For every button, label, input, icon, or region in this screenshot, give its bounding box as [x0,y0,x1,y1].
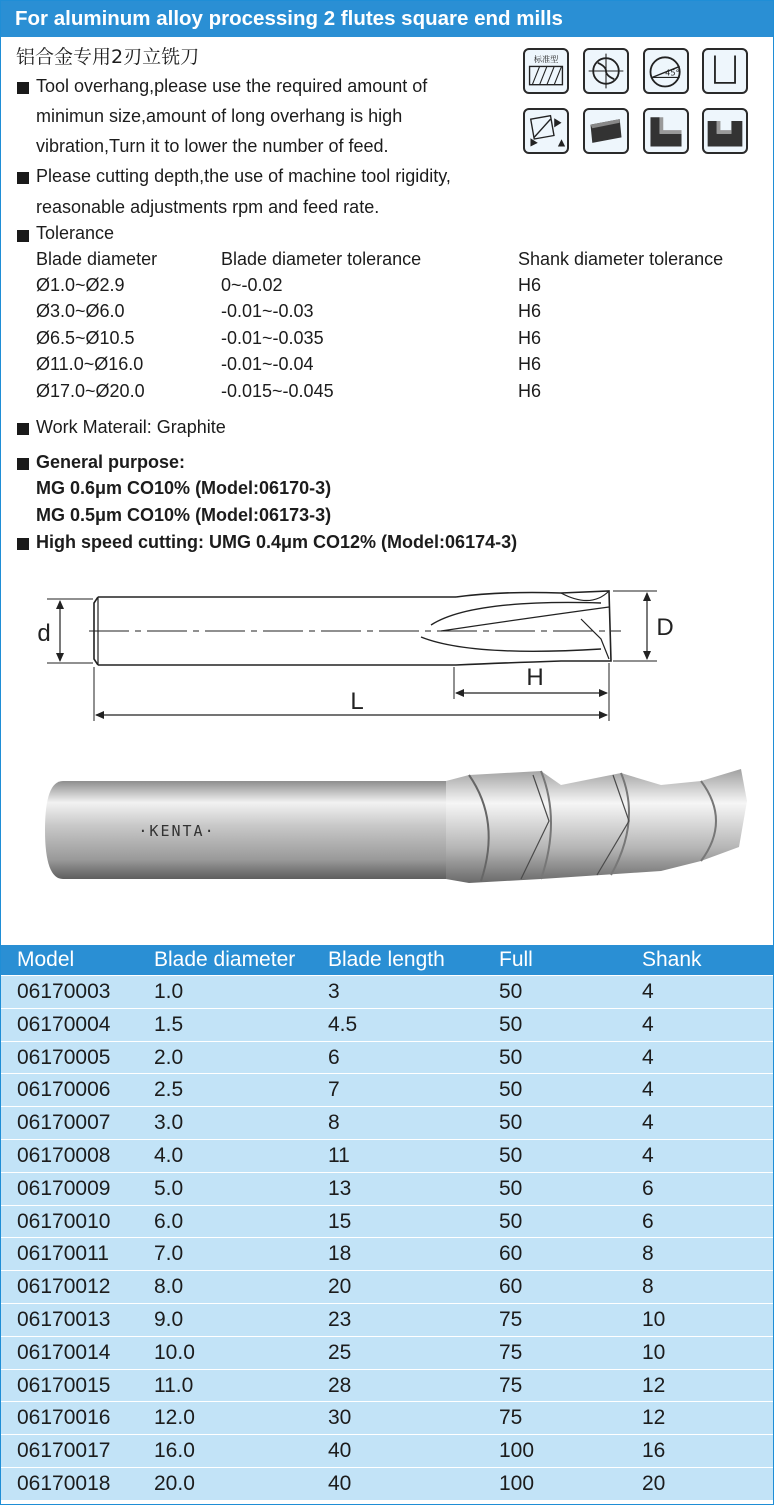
cell-full: 50 [499,1209,523,1233]
cell-full: 50 [499,980,523,1003]
cell-shank: 4 [642,1012,654,1036]
cell-model: 06170010 [17,1209,111,1233]
chinese-subtitle: 铝合金专用2刃立铣刀 [16,46,200,68]
label-L: L [350,688,364,715]
side-milling-icon [583,108,629,154]
label-D: D [656,614,674,641]
cell-blade-length: 18 [328,1242,352,1266]
cell-blade-diameter: 7.0 [154,1242,184,1266]
note-overhang-line1: Tool overhang,please use the required amount of [36,76,428,96]
cell-model: 06170003 [17,980,111,1003]
cell-model: 06170008 [17,1143,111,1167]
tolerance-cell: H6 [518,354,542,374]
cell-model: 06170017 [17,1439,111,1463]
cell-model: 06170015 [17,1373,111,1397]
tolerance-cell: H6 [518,328,542,348]
end-mill-product-image [1,761,773,891]
cell-full: 75 [499,1307,523,1331]
cell-model: 06170007 [17,1111,111,1135]
tolerance-heading: Tolerance [36,223,115,243]
cell-model: 06170012 [17,1275,111,1299]
cell-blade-length: 15 [328,1209,352,1233]
cell-blade-length: 40 [328,1439,352,1463]
tolerance-cell: Ø6.5~Ø10.5 [36,328,135,348]
table-row [1,1467,773,1500]
cell-blade-length: 13 [328,1176,352,1200]
cell-shank: 8 [642,1242,654,1266]
cell-shank: 4 [642,1078,654,1102]
tolerance-cell: -0.015~-0.045 [221,381,334,401]
helix-angle-label: 45° [665,67,680,78]
note-overhang-line2: minimun size,amount of long overhang is high [36,106,403,126]
cell-blade-diameter: 6.0 [154,1209,184,1233]
table-row [1,1369,773,1402]
cell-blade-length: 28 [328,1373,352,1397]
table-row [1,1270,773,1303]
col-header-shank: Shank [642,948,702,971]
cell-full: 60 [499,1242,523,1266]
cell-full: 50 [499,1045,523,1069]
bullet-square [17,458,29,470]
cell-full: 100 [499,1471,535,1495]
high-speed-grade: High speed cutting: UMG 0.4μm CO12% (Model:06174-3) [36,532,518,552]
cell-model: 06170011 [17,1242,109,1266]
cell-full: 75 [499,1406,523,1430]
cell-model: 06170006 [17,1078,111,1102]
cell-full: 50 [499,1078,523,1102]
cell-blade-length: 4.5 [328,1012,358,1036]
cell-full: 50 [499,1176,523,1200]
table-row [1,1336,773,1369]
cell-shank: 6 [642,1209,654,1233]
tolerance-col-header: Blade diameter tolerance [221,249,422,269]
helix-45-icon [643,48,689,94]
page-title: For aluminum alloy processing 2 flutes square end mills [1,1,773,37]
grade-mg06: MG 0.6μm CO10% (Model:06170-3) [36,478,332,498]
cell-blade-length: 7 [328,1078,340,1102]
table-row [1,975,773,1008]
cell-blade-length: 6 [328,1045,340,1069]
cell-blade-diameter: 8.0 [154,1275,184,1299]
note-cutting-line2: reasonable adjustments rpm and feed rate. [36,197,380,217]
label-H: H [526,664,544,691]
cross-section-icon [583,48,629,94]
bullet-square [17,230,29,242]
cell-shank: 12 [642,1373,666,1397]
specs-table-header [1,945,773,975]
cell-full: 50 [499,1012,523,1036]
cell-full: 50 [499,1111,523,1135]
cell-model: 06170016 [17,1406,111,1430]
standard-type-label: 标准型 [533,53,559,64]
tolerance-cell: Ø17.0~Ø20.0 [36,381,145,401]
col-header-blade-diameter: Blade diameter [154,948,296,971]
tolerance-col-header: Blade diameter [36,249,158,269]
specs-table-body [1,975,773,1500]
cell-blade-length: 30 [328,1406,352,1430]
cell-blade-diameter: 11.0 [154,1373,194,1397]
bullet-square [17,172,29,184]
tolerance-cell: -0.01~-0.035 [221,328,324,348]
table-row [1,1139,773,1172]
cell-model: 06170018 [17,1471,111,1495]
shoulder-milling-icon [643,108,689,154]
note-overhang-line3: vibration,Turn it to lower the number of feed. [36,136,389,156]
col-header-blade-length: Blade length [328,948,445,971]
cell-shank: 4 [642,980,654,1003]
brand-engraving: ·KENTA· [138,822,216,840]
specs-table [1,945,773,1500]
table-row [1,1237,773,1270]
cell-blade-length: 20 [328,1275,352,1299]
table-row [1,1073,773,1106]
table-row [1,1434,773,1467]
cell-model: 06170014 [17,1340,111,1364]
cell-shank: 20 [642,1471,666,1495]
cell-model: 06170005 [17,1045,111,1069]
cell-blade-diameter: 2.5 [154,1078,184,1102]
cell-full: 100 [499,1439,535,1463]
feed-direction-icon [523,108,569,154]
cell-shank: 8 [642,1275,654,1299]
cell-blade-diameter: 4.0 [154,1143,184,1167]
table-row [1,1205,773,1238]
cell-shank: 12 [642,1406,666,1430]
bullet-square [17,423,29,435]
tolerance-cell: -0.01~-0.04 [221,354,314,374]
cell-shank: 4 [642,1045,654,1069]
cell-blade-length: 23 [328,1307,352,1331]
tolerance-cell: 0~-0.02 [221,275,283,295]
cell-shank: 4 [642,1143,654,1167]
table-row [1,1008,773,1041]
cell-full: 50 [499,1143,523,1167]
cell-shank: 4 [642,1111,654,1135]
tolerance-cell: Ø1.0~Ø2.9 [36,275,125,295]
table-row [1,1106,773,1139]
cell-blade-diameter: 3.0 [154,1111,184,1135]
general-purpose-label: General purpose: [36,452,186,472]
work-material: Work Materail: Graphite [36,417,226,437]
cell-shank: 16 [642,1439,666,1463]
tolerance-cell: -0.01~-0.03 [221,301,314,321]
cell-blade-length: 40 [328,1471,352,1495]
cell-blade-diameter: 20.0 [154,1471,195,1495]
cell-blade-length: 3 [328,980,340,1003]
note-cutting-line1: Please cutting depth,the use of machine tool rigidity, [36,166,451,186]
grade-mg05: MG 0.5μm CO10% (Model:06173-3) [36,505,332,525]
table-row [1,1041,773,1074]
cell-blade-diameter: 12.0 [154,1406,195,1430]
cell-blade-length: 11 [328,1143,350,1167]
slot-milling-icon [702,108,748,154]
bullet-square [17,82,29,94]
col-header-model: Model [17,948,75,971]
tolerance-col-header: Shank diameter tolerance [518,249,724,269]
cell-blade-diameter: 1.5 [154,1012,184,1036]
cell-blade-diameter: 2.0 [154,1045,184,1069]
table-row [1,1401,773,1434]
col-header-full: Full [499,948,533,971]
cell-blade-diameter: 9.0 [154,1307,184,1331]
cell-blade-diameter: 16.0 [154,1439,195,1463]
cell-shank: 10 [642,1340,666,1364]
tolerance-cell: H6 [518,301,542,321]
cell-blade-diameter: 1.0 [154,980,184,1003]
square-end-icon [702,48,748,94]
cell-model: 06170004 [17,1012,111,1036]
cell-full: 75 [499,1340,523,1364]
end-mill-dimension-drawing [1,579,773,741]
cell-full: 60 [499,1275,523,1299]
label-d: d [37,620,51,647]
cell-blade-diameter: 10.0 [154,1340,195,1364]
tolerance-cell: Ø3.0~Ø6.0 [36,301,125,321]
standard-type-icon [523,48,569,94]
tolerance-cell: Ø11.0~Ø16.0 [36,354,144,374]
cell-full: 75 [499,1373,523,1397]
tolerance-cell: H6 [518,275,542,295]
cell-model: 06170013 [17,1307,111,1331]
table-row [1,1172,773,1205]
cell-shank: 10 [642,1307,666,1331]
cell-blade-diameter: 5.0 [154,1176,184,1200]
table-row [1,1303,773,1336]
bullet-square [17,538,29,550]
cell-blade-length: 8 [328,1111,340,1135]
cell-model: 06170009 [17,1176,111,1200]
tolerance-cell: H6 [518,381,542,401]
cell-shank: 6 [642,1176,654,1200]
cell-blade-length: 25 [328,1340,352,1364]
